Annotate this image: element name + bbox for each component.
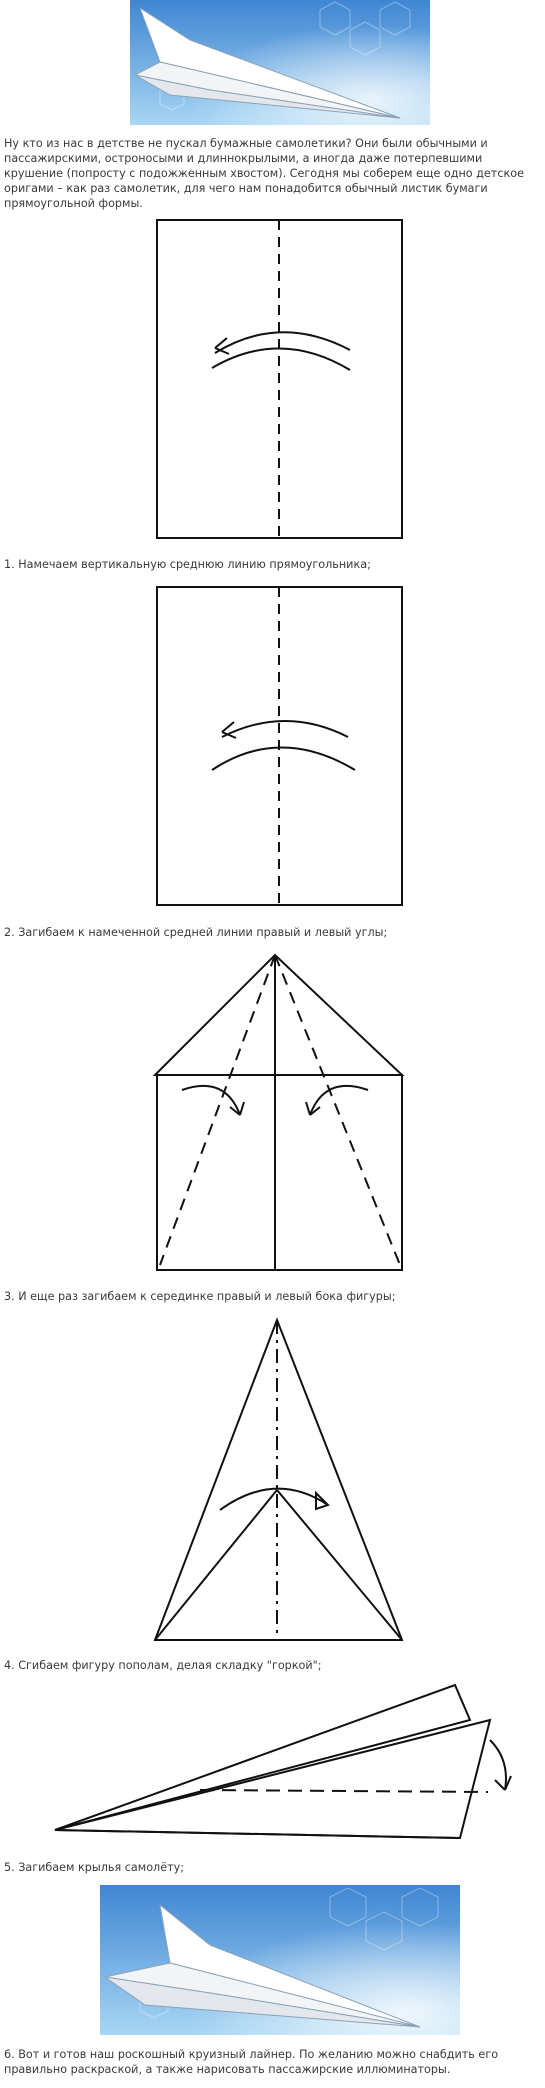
step-6-text: 6. Вот и готов наш роскошный круизный лайнер. По желанию можно снабдить его правильно раскраской, а также нарисовать пассажирские иллюминаторы. [4,2048,499,2076]
step-3-text: 3. И еще раз загибаем к серединке правый и левый бока фигуры; [4,1290,396,1303]
intro-text: Ну кто из нас в детстве не пускал бумажные самолетики? Они были обычными и пассажирскими, остроносыми и длиннокрылыми, а иногда даже потерпевшими крушение (попросту с подожженным хвостом). Сегодня мы соберем еще одно детское оригами – как раз самолетик, для чего нам понадобится обычный листик бумаги прямоугольной формы. [4,137,524,210]
step-5-text: 5. Загибаем крылья самолёту; [4,1861,184,1874]
diagram-step-5 [50,1680,520,1850]
step-1-text: 1. Намечаем вертикальную среднюю линию прямоугольника; [4,558,371,571]
step-4-text: 4. Сгибаем фигуру пополам, делая складку "горкой"; [4,1659,322,1672]
plane-photo-bottom [100,1885,460,2035]
diagram-step-4 [150,1315,410,1645]
step-2-text: 2. Загибаем к намеченной средней линии правый и левый углы; [4,926,388,939]
diagram-step-1 [150,218,410,543]
plane-photo-top [130,0,430,125]
diagram-step-2 [150,585,410,910]
diagram-step-3 [150,950,410,1275]
